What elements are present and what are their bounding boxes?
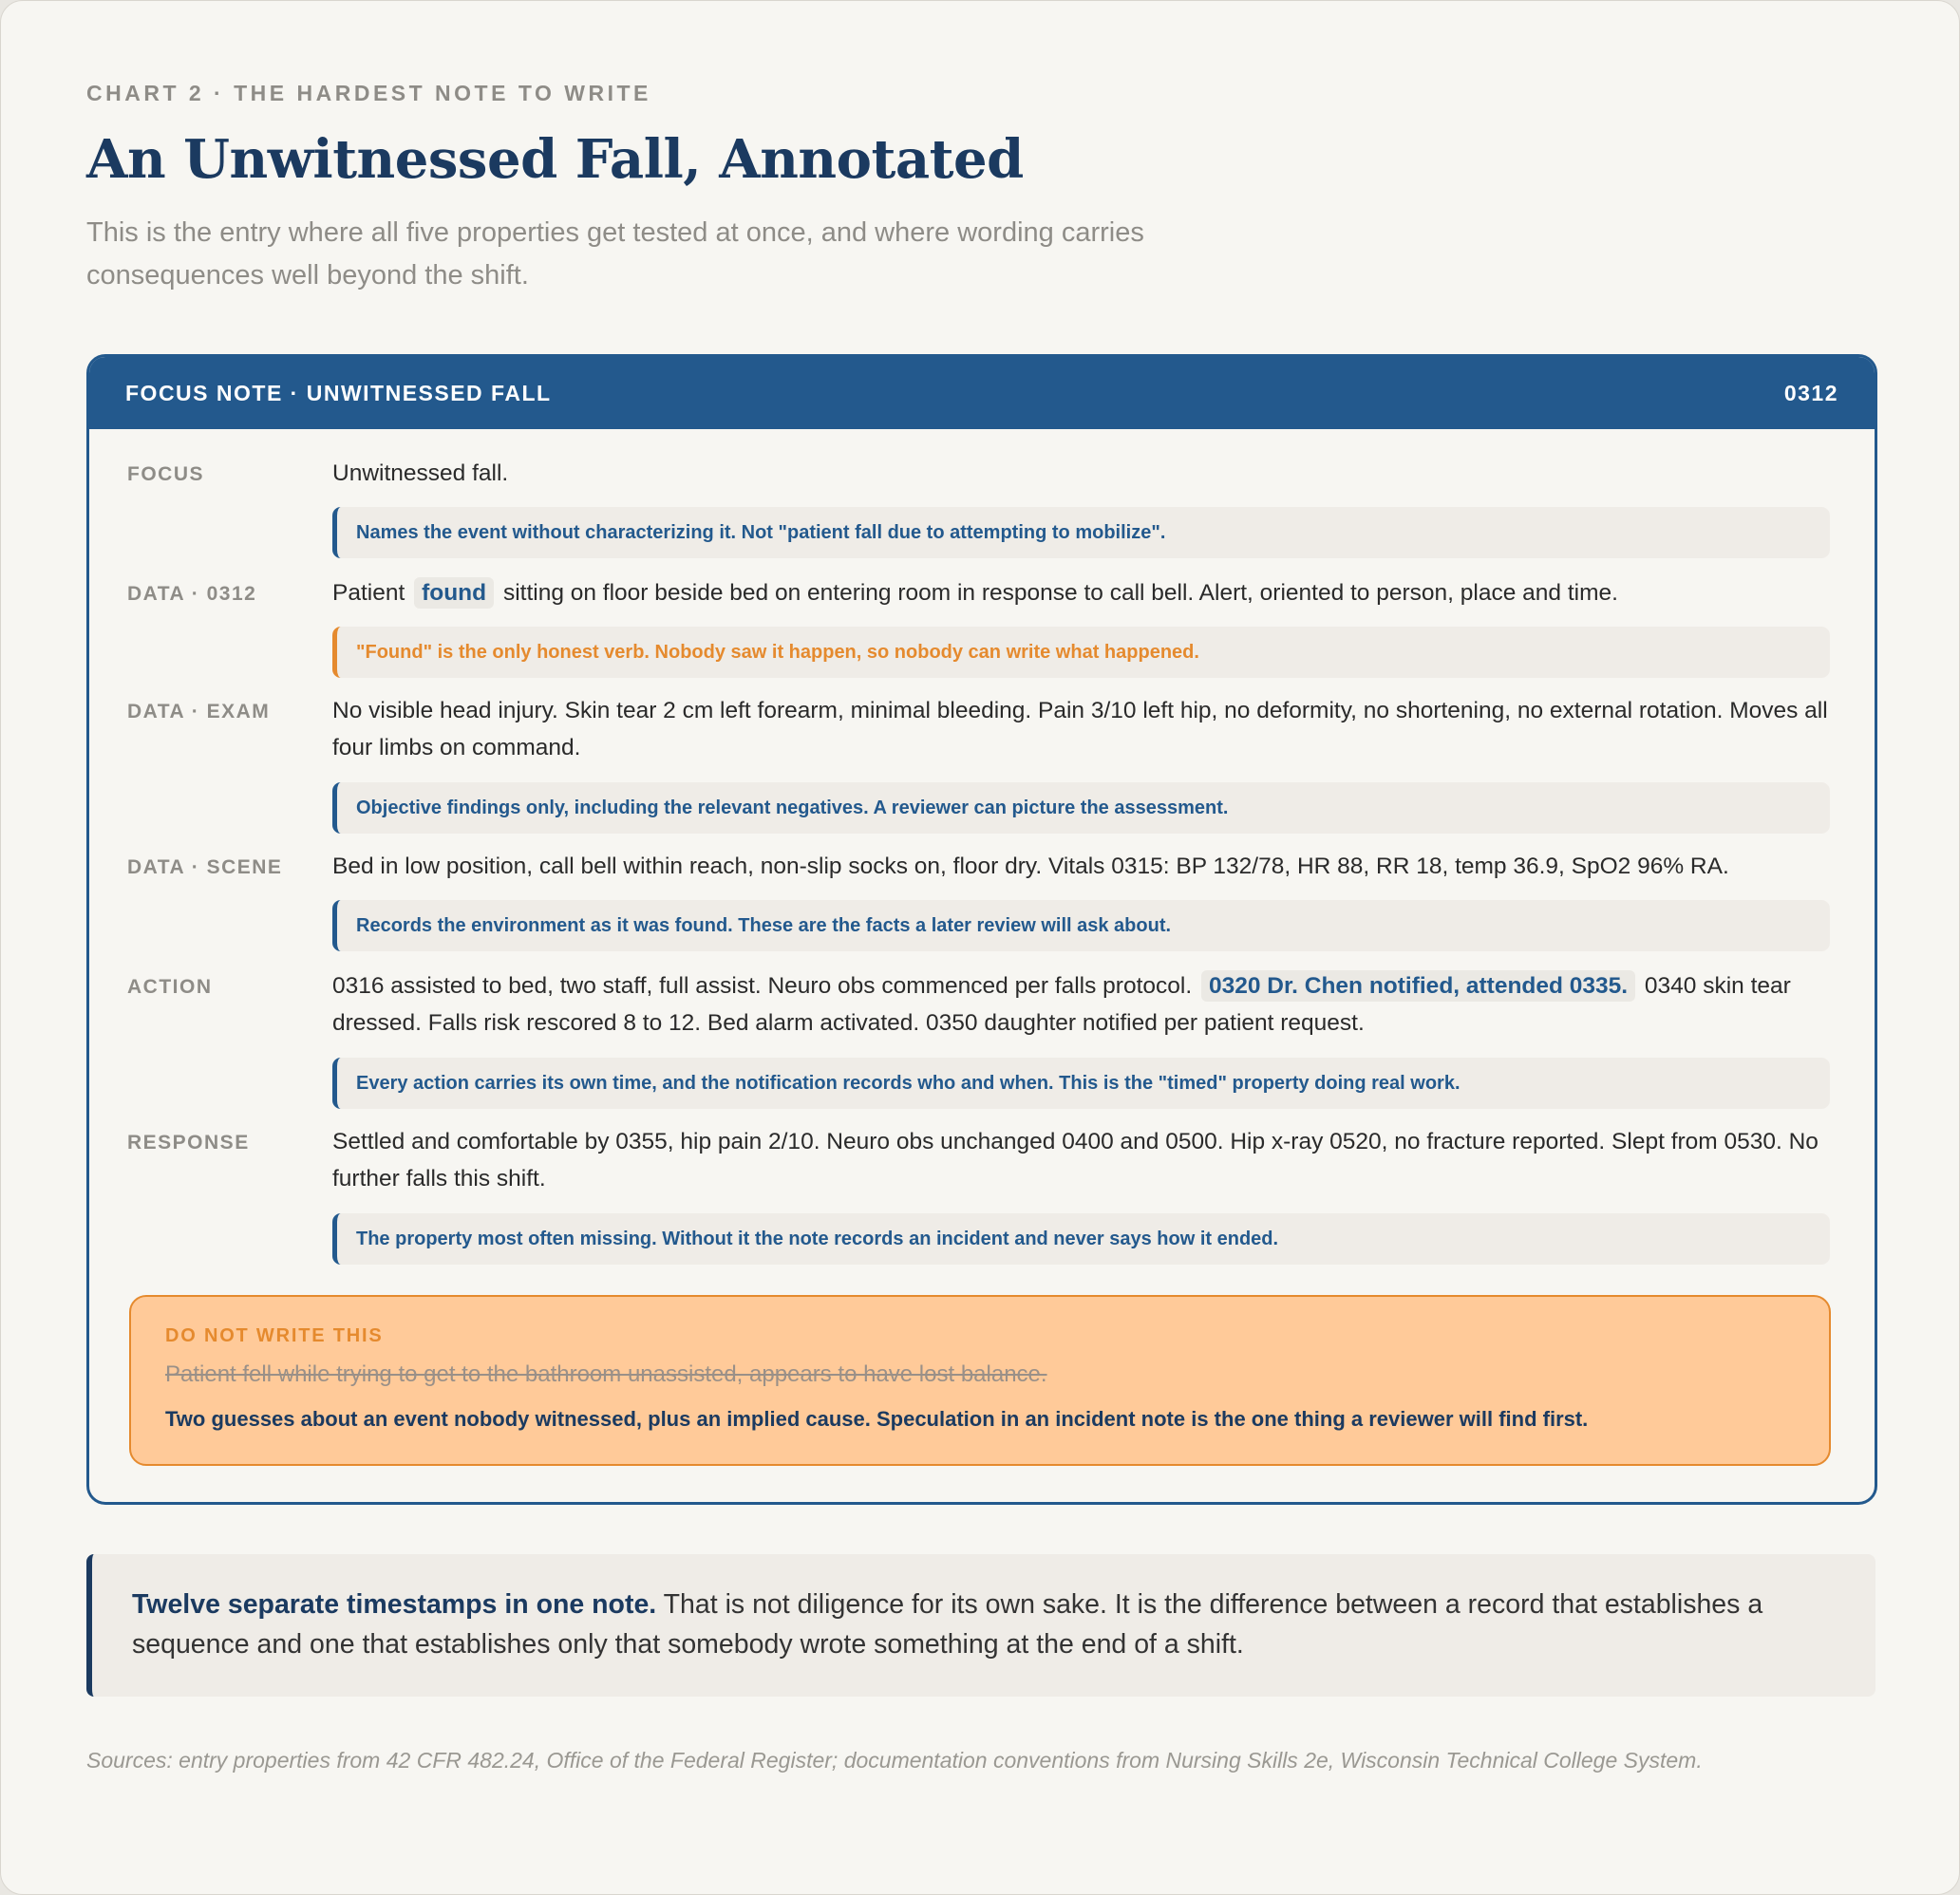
chart-eyebrow: CHART 2 · THE HARDEST NOTE TO WRITE <box>86 81 651 105</box>
struck-example-text: Patient fell while trying to get to the bathroom unassisted, appears to have lost balance. <box>165 1361 1047 1387</box>
row-text-after: sitting on floor beside bed on entering room in response to call bell. Alert, oriented to person, place and time. <box>502 580 1618 606</box>
note-header <box>89 357 1875 429</box>
row-label: DATA · SCENE <box>127 856 283 878</box>
page-title: An Unwitnessed Fall, Annotated <box>86 128 1024 191</box>
row-text: Settled and comfortable by 0355, hip pain 2/10. Neuro obs unchanged 0400 and 0500. Hip x-ray 0520, no fracture reported. Slept from 0530. No further falls this shift. <box>332 1129 1819 1191</box>
row-text <box>332 574 1842 611</box>
row-annotation: Objective findings only, including the relevant negatives. A reviewer can picture the assessment. <box>332 782 1830 834</box>
page-subtitle: This is the entry where all five properties get tested at once, and where wording carries consequences well beyond the shift. <box>86 217 1144 291</box>
timestamps-callout <box>86 1554 1875 1697</box>
row-text-after: 0340 skin tear dressed. Falls risk rescored 8 to 12. Bed alarm activated. 0350 daughter notified per patient request. <box>332 973 1791 1036</box>
row-annotation: The property most often missing. Without it the note records an incident and never says how it ended. <box>332 1213 1830 1265</box>
highlighted-verb: found <box>414 577 494 609</box>
callout-text: That is not diligence for its own sake. It is the difference between a record that establishes a sequence and one that establishes only that somebody wrote something at the end of a shift. <box>132 1589 1763 1660</box>
warning-label: DO NOT WRITE THIS <box>165 1325 384 1346</box>
highlighted-notification: 0320 Dr. Chen notified, attended 0335. <box>1201 970 1635 1002</box>
do-not-write-box <box>129 1295 1831 1466</box>
row-annotation: Every action carries its own time, and the notification records who and when. This is the "timed" property doing real work. <box>332 1058 1830 1109</box>
row-annotation-warning: "Found" is the only honest verb. Nobody saw it happen, so nobody can write what happened. <box>332 627 1830 678</box>
row-text: Bed in low position, call bell within reach, non-slip socks on, floor dry. Vitals 0315: BP 132/78, HR 88, RR 18, temp 36.9, SpO2 96% RA. <box>332 854 1729 879</box>
row-annotation: Records the environment as it was found. These are the facts a later review will ask about. <box>332 900 1830 951</box>
warning-explanation: Two guesses about an event nobody witnessed, plus an implied cause. Speculation in an incident note is the one thing a reviewer will find first. <box>165 1407 1589 1431</box>
focus-note-card <box>86 354 1877 1505</box>
row-label: FOCUS <box>127 463 204 485</box>
callout-bold-lead: Twelve separate timestamps in one note. <box>132 1589 657 1620</box>
row-text-before: Patient <box>332 580 405 606</box>
row-label: DATA · EXAM <box>127 701 271 722</box>
note-header-time: 0312 <box>1783 380 1838 405</box>
row-text-before: 0316 assisted to bed, two staff, full assist. Neuro obs commenced per falls protocol. <box>332 973 1193 999</box>
row-label: RESPONSE <box>127 1132 250 1154</box>
row-text: No visible head injury. Skin tear 2 cm left forearm, minimal bleeding. Pain 3/10 left hip, no deformity, no shortening, no external rotation. Moves all four limbs on command. <box>332 698 1828 760</box>
note-header-title: FOCUS NOTE · UNWITNESSED FALL <box>125 380 552 405</box>
row-label: ACTION <box>127 976 213 998</box>
row-text <box>332 967 1842 1041</box>
row-annotation: Names the event without characterizing it. Not "patient fall due to attempting to mobilize". <box>332 507 1830 558</box>
sources-footnote: Sources: entry properties from 42 CFR 482.24, Office of the Federal Register; documentation conventions from Nursing Skills 2e, Wisconsin Technical College System. <box>86 1748 1703 1773</box>
row-label: DATA · 0312 <box>127 583 257 605</box>
row-text: Unwitnessed fall. <box>332 460 509 486</box>
